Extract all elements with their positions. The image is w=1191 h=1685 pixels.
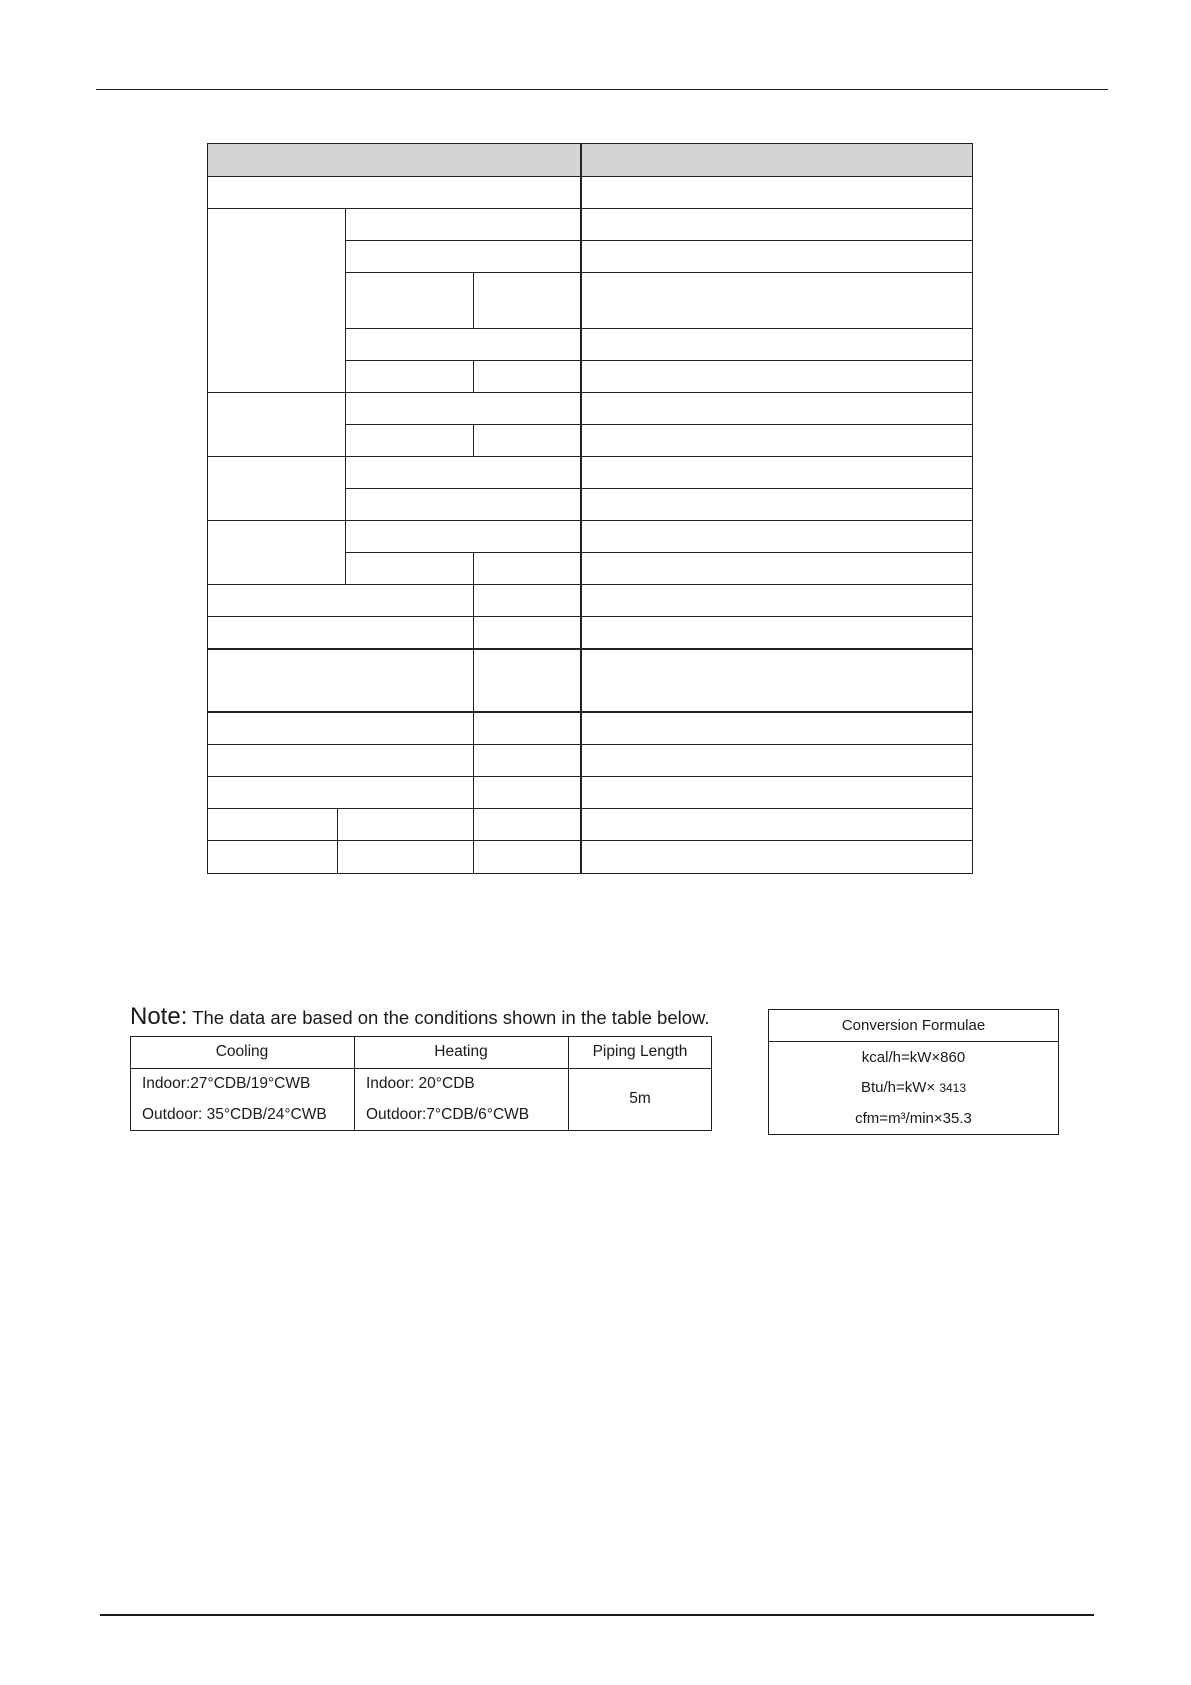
spec-row-line (207, 176, 973, 177)
spec-row-line (207, 520, 973, 521)
spec-row-line (207, 584, 973, 585)
note-heading (130, 1003, 710, 1031)
spec-inner-divider (345, 208, 346, 585)
cooling-indoor: Indoor:27°CDB/19°CWB (142, 1075, 311, 1092)
piping-length-value: 5m (629, 1090, 651, 1107)
spec-inner-divider (473, 360, 474, 392)
spec-border-top (207, 143, 973, 144)
spec-row-line (345, 328, 973, 329)
spec-row-line (207, 616, 973, 617)
cooling-header: Cooling (215, 1043, 269, 1060)
conversion-title: Conversion Formulae (841, 1017, 986, 1034)
spec-inner-divider (473, 424, 474, 456)
spec-table-header-row (207, 143, 973, 176)
spec-row-line (207, 808, 973, 809)
spec-inner-divider (473, 272, 474, 328)
conditions-table (130, 1036, 712, 1131)
kcal-formula: kcal/h=kW×860 (861, 1049, 966, 1066)
note-text: The data are based on the conditions shown in the table below. (187, 1007, 710, 1028)
conversion-formulae-table (768, 1009, 1059, 1135)
cfm-formula: cfm=m³/min×35.3 (855, 1110, 972, 1127)
btu-formula-prefix: Btu/h=kW× (860, 1079, 940, 1096)
piping-length-header: Piping Length (592, 1043, 688, 1060)
top-rule (96, 89, 1108, 90)
spec-row-line (207, 711, 973, 713)
spec-row-line (207, 648, 973, 650)
spec-inner-divider (337, 808, 338, 873)
conv-header-line (768, 1041, 1059, 1042)
spec-row-line (345, 272, 973, 273)
heating-header: Heating (434, 1043, 488, 1060)
spec-row-line (345, 360, 973, 361)
conv-border-bottom (768, 1134, 1059, 1135)
spec-row-line (207, 208, 973, 209)
btu-formula (768, 1079, 1059, 1096)
spec-border-left (207, 143, 208, 874)
spec-row-line (207, 456, 973, 457)
spec-border-right (972, 143, 973, 874)
spec-border-bottom (207, 873, 973, 874)
heating-outdoor: Outdoor:7°CDB/6°CWB (366, 1106, 530, 1123)
spec-row-line (207, 840, 973, 841)
note-label: Note: (130, 1003, 188, 1030)
spec-row-line (345, 488, 973, 489)
spec-row-line (345, 424, 973, 425)
cond-border-top (130, 1036, 712, 1037)
spec-row-line (207, 392, 973, 393)
spec-row-line (207, 744, 973, 745)
cond-border-bottom (130, 1130, 712, 1131)
specification-table (207, 143, 973, 874)
spec-row-line (345, 240, 973, 241)
bottom-rule (100, 1614, 1094, 1616)
cooling-outdoor: Outdoor: 35°CDB/24°CWB (142, 1106, 327, 1123)
spec-row-line (207, 776, 973, 777)
cond-header-line (130, 1068, 712, 1069)
heating-indoor: Indoor: 20°CDB (366, 1075, 475, 1092)
btu-formula-factor: 3413 (939, 1081, 967, 1095)
conv-border-top (768, 1009, 1059, 1010)
spec-inner-divider (473, 552, 474, 873)
spec-row-line (345, 552, 973, 553)
spec-column-divider (580, 143, 582, 874)
